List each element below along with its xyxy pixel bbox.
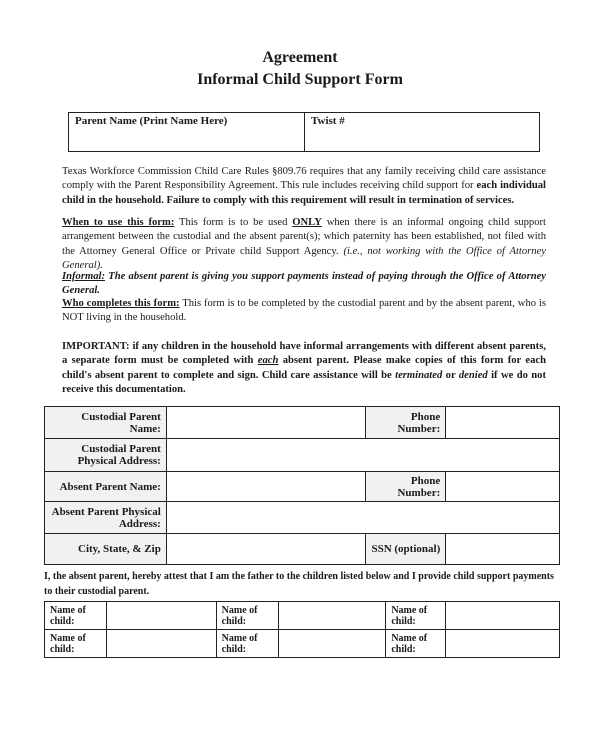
ssn-label: SSN (optional) [366,534,446,565]
each-emphasis: each [257,355,279,367]
child-name-label: Name of child: [45,602,107,630]
phone-number-label-2: Phone Number: [366,472,446,502]
header-info-box [68,112,540,152]
important-text: IMPORTANT: if any children in the household have informal arrangements with different absent parents, a separate form must be completed with [62,341,546,367]
city-state-zip-input[interactable] [166,534,366,565]
child-name-input[interactable] [446,602,560,630]
children-table [44,601,560,658]
who-completes-paragraph [62,297,546,326]
terminated-emphasis: terminated [395,369,443,381]
when-to-use-text: This form is to be used [174,217,293,228]
child-name-input[interactable] [446,630,560,658]
child-name-input[interactable] [106,630,216,658]
child-name-input[interactable] [106,602,216,630]
twist-label: Twist # [311,115,345,127]
attestation-text: I, the absent parent, hereby attest that I am the father to the children listed below and I provide child support payments to their custodial parent. [44,571,554,597]
child-name-label: Name of child: [216,630,278,658]
absent-address-input[interactable] [166,502,559,534]
custodial-phone-input[interactable] [446,407,560,439]
only-emphasis: ONLY [292,217,322,228]
when-to-use-paragraph [62,216,546,274]
when-to-use-heading: When to use this form: [62,217,175,228]
child-name-label: Name of child: [386,602,446,630]
absent-phone-input[interactable] [446,472,560,502]
child-name-label: Name of child: [216,602,278,630]
city-state-zip-label: City, State, & Zip [45,534,167,565]
absent-name-label: Absent Parent Name: [45,472,167,502]
child-name-input[interactable] [278,630,386,658]
document-title: Agreement [262,49,338,66]
child-name-label: Name of child: [386,630,446,658]
parent-info-table [44,406,560,565]
custodial-address-input[interactable] [166,439,559,472]
informal-paragraph [62,270,546,299]
informal-heading: Informal: [62,271,105,282]
rule-paragraph [62,165,546,208]
twist-number-field[interactable] [305,113,539,151]
absent-name-input[interactable] [166,472,366,502]
phone-number-label: Phone Number: [366,407,446,439]
rule-text: Texas Workforce Commission Child Care Rules §809.76 requires that any family receiving child care assistance comply with the Parent Responsibility Agreement. This rule includes receiving child support for [62,166,546,192]
absent-address-label: Absent Parent Physical Address: [45,502,167,534]
child-name-label: Name of child: [45,630,107,658]
custodial-address-label: Custodial Parent Physical Address: [45,439,167,472]
when-to-use-text-2: when there is an informal ongoing child support arrangement between the custodial and the absent parent(s); which paternity has been established, not filed with the Attorney General Office or Private child Support Agency. [62,217,546,257]
important-text-3: or [442,369,459,381]
rule-bold-text: each individual child in the household. Failure to comply with this requirement will result in termination of services. [62,180,546,206]
custodial-name-input[interactable] [166,407,366,439]
important-text-4: if we do not receive this documentation. [62,369,547,396]
ssn-input[interactable] [446,534,560,565]
who-completes-heading: Who completes this form: [62,298,180,309]
denied-emphasis: denied [458,369,488,381]
child-name-input[interactable] [278,602,386,630]
parent-name-label: Parent Name (Print Name Here) [75,115,228,127]
who-completes-text: This form is to be completed by the custodial parent and by the absent parent, who is NOT living in the household. [62,298,546,324]
informal-text: The absent parent is giving you support payments instead of paying through the Office of Attorney General. [62,271,546,297]
custodial-name-label: Custodial Parent Name: [45,407,167,439]
important-text-2: absent parent. Please make copies of this form for each child's absent parent to complete and sign. Child care assistance will be [62,355,546,381]
parent-name-field[interactable] [69,113,305,151]
important-paragraph [62,340,546,398]
document-subtitle: Informal Child Support Form [197,71,403,88]
ie-note: (i.e., not working with the Office of Attorney General). [62,245,547,272]
